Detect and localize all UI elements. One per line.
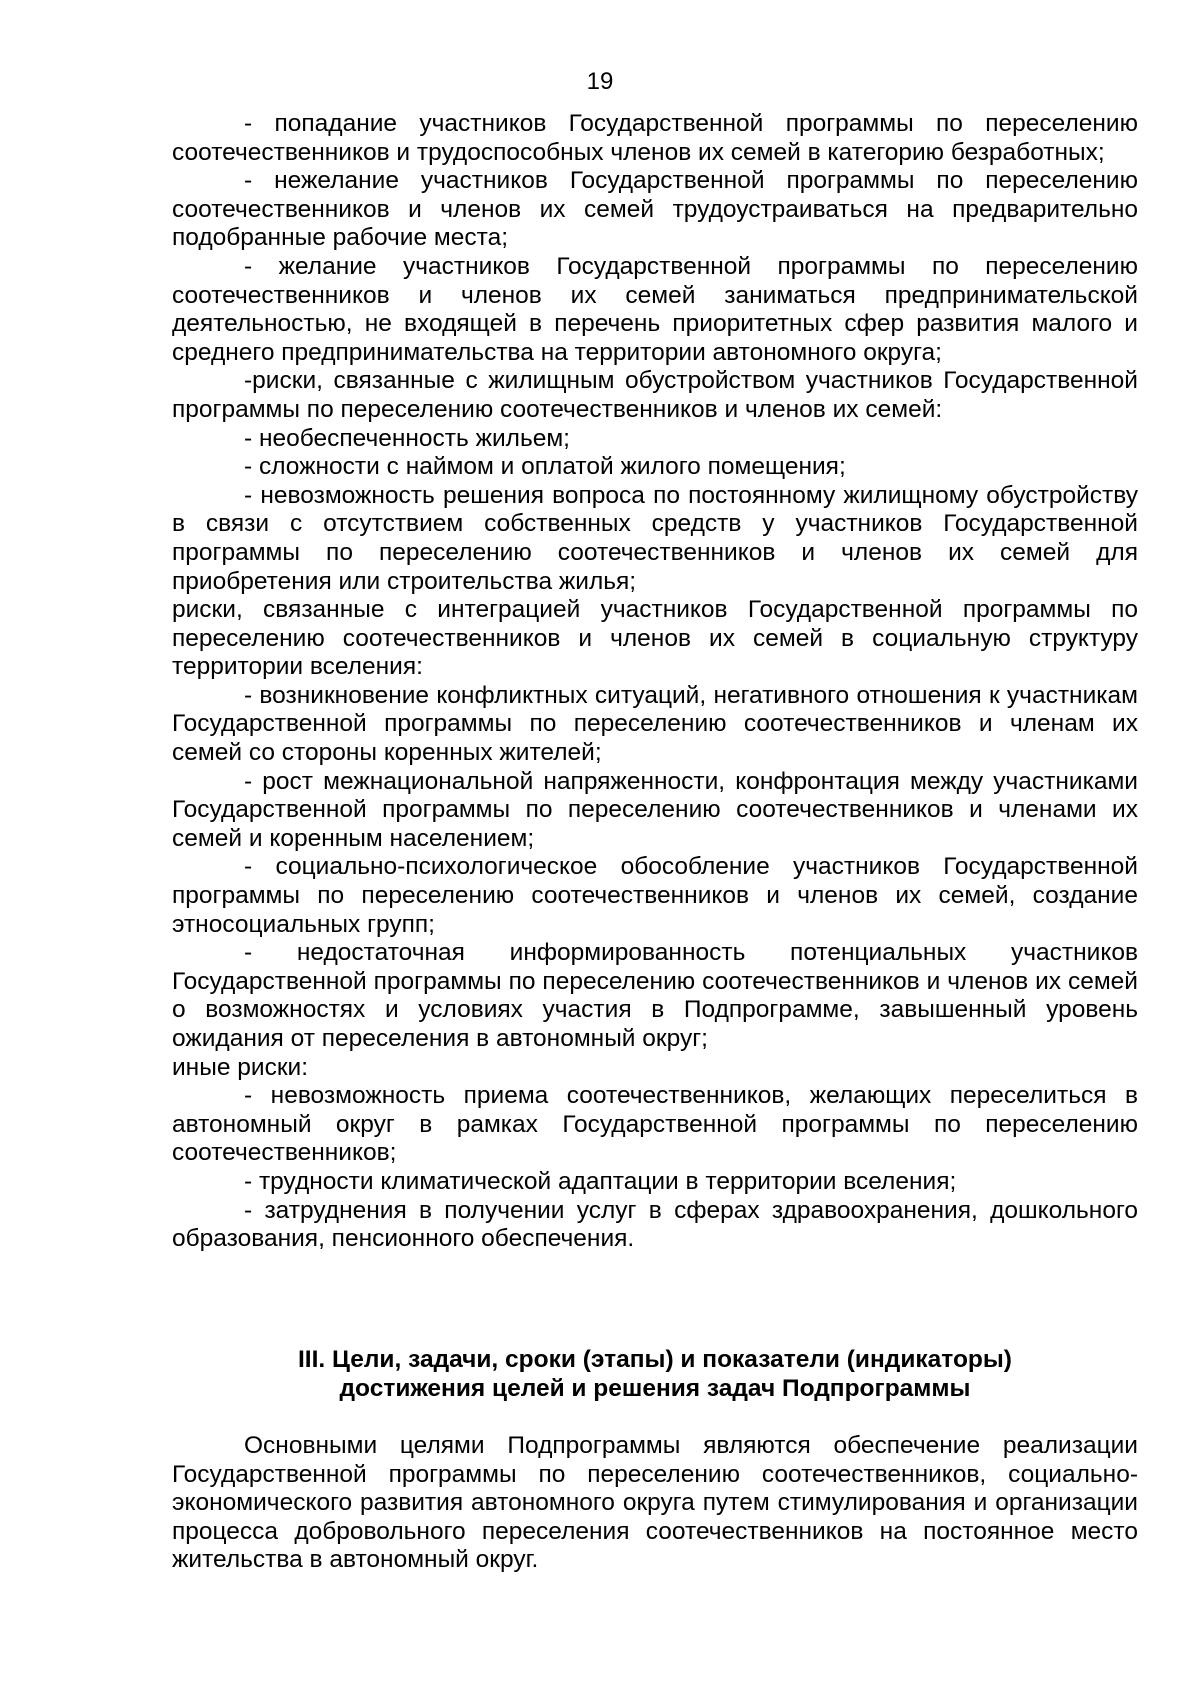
section-heading-line: III. Цели, задачи, сроки (этапы) и показатели (индикаторы) <box>298 1346 1012 1373</box>
page-number: 19 <box>586 68 614 95</box>
paragraph: - затруднения в получении услуг в сферах здравоохранения, дошкольного образования, пенсионного обеспечения. <box>172 1196 1138 1253</box>
paragraph: - сложности с наймом и оплатой жилого помещения; <box>244 453 846 481</box>
paragraph: риски, связанные с интеграцией участников Государственной программы по переселению соотечественников и членов их семей в социальную структуру территории вселения: <box>172 596 1138 681</box>
risks-list <box>172 110 1138 1254</box>
paragraph: - попадание участников Государственной программы по переселению соотечественников и трудоспособных членов их семей в категорию безработных; <box>172 110 1138 166</box>
goals-section <box>172 1432 1138 1575</box>
paragraph: - социально-психологическое обособление участников Государственной программы по переселению соотечественников и членов их семей, создание этносоциальных групп; <box>172 853 1138 938</box>
paragraph: - желание участников Государственной программы по переселению соотечественников и членов их семей заниматься предпринимательской деятельностью, не входящей в перечень приоритетных сфер развития малого и среднего предпринимательства на территории автономного округа; <box>172 252 1138 366</box>
section-heading-line: достижения целей и решения задач Подпрограммы <box>339 1375 971 1402</box>
section-heading <box>172 1345 1138 1403</box>
paragraph: - рост межнациональной напряженности, конфронтация между участниками Государственной программы по переселению соотечественников и членами их семей и коренным населением; <box>172 767 1138 852</box>
paragraph: иные риски: <box>172 1053 309 1081</box>
paragraph: - недостаточная информированность потенциальных участников Государственной программы по переселению соотечественников и членов их семей о возможностях и условиях участия в Подпрограмме, завышенный уровень ожидания от переселения в автономный округ; <box>172 939 1138 1052</box>
paragraph: - нежелание участников Государственной программы по переселению соотечественников и членов их семей трудоустраиваться на предварительно подобранные рабочие места; <box>172 167 1138 252</box>
paragraph: - трудности климатической адаптации в территории вселения; <box>244 1167 957 1195</box>
paragraph: - невозможность приема соотечественников, желающих переселиться в автономный округ в рамках Государственной программы по переселению соотечественников; <box>172 1082 1138 1167</box>
paragraph: - необеспеченность жильем; <box>244 424 570 452</box>
paragraph: - невозможность решения вопроса по постоянному жилищному обустройству в связи с отсутствием собственных средств у участников Государственной программы по переселению соотечественников и членов их семей для приобретения или строительства жилья; <box>172 481 1138 595</box>
paragraph: -риски, связанные с жилищным обустройством участников Государственной программы по переселению соотечественников и членов их семей: <box>172 367 1138 423</box>
paragraph: - возникновение конфликтных ситуаций, негативного отношения к участникам Государственной программы по переселению соотечественников и членам их семей со стороны коренных жителей; <box>172 681 1138 767</box>
goals-paragraph: Основными целями Подпрограммы являются обеспечение реализации Государственной программы по переселению соотечественников, социально-экономического развития автономного округа путем стимулирования и организации процесса добровольного переселения соотечественников на постоянное место жительства в автономный округ. <box>172 1432 1138 1574</box>
